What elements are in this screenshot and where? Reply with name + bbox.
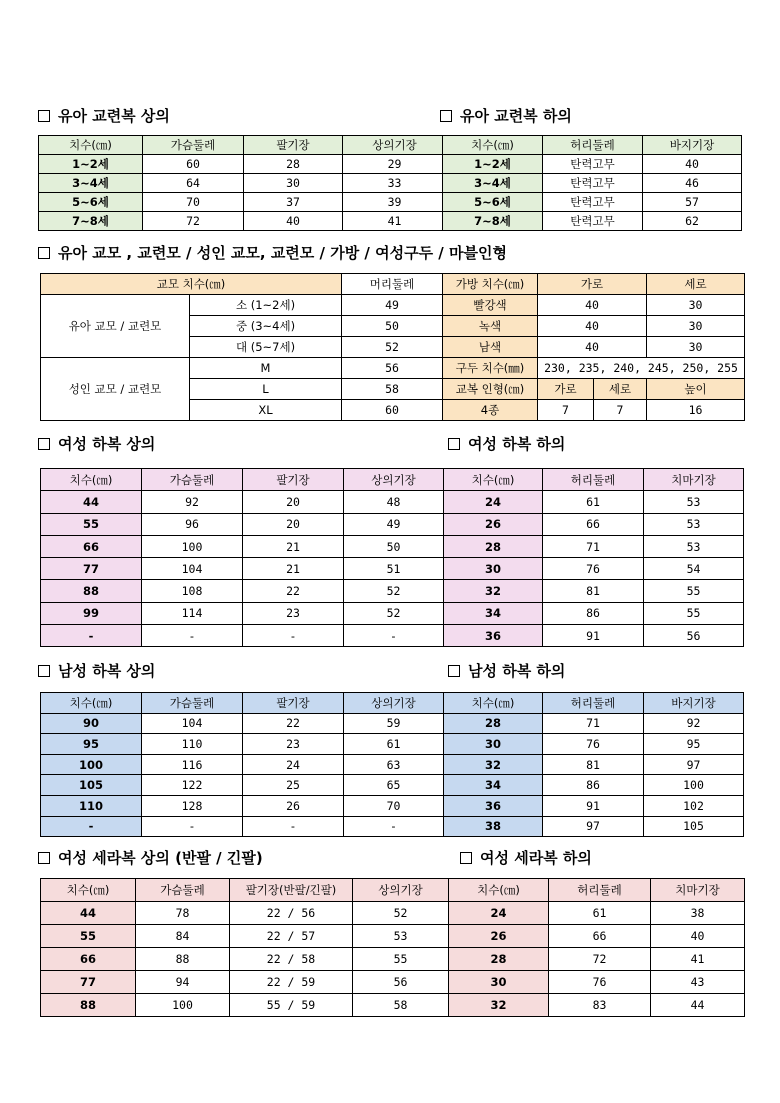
bag-color: 녹색 [443, 316, 538, 337]
value-cell: 97 [543, 816, 644, 837]
table-row [444, 795, 744, 816]
value-cell: 52 [353, 902, 449, 925]
table-row [41, 948, 449, 971]
size-cell: 28 [444, 535, 543, 557]
table-row [39, 193, 447, 212]
column-header: 허리둘레 [543, 693, 644, 714]
bag-width: 40 [538, 316, 647, 337]
table-row [41, 513, 444, 535]
adult-hat-head: 56 [342, 358, 443, 379]
table-row [41, 625, 444, 647]
column-header: 치수(㎝) [443, 136, 543, 155]
value-cell: 128 [142, 795, 243, 816]
value-cell: 53 [644, 491, 744, 513]
value-cell: 114 [142, 602, 243, 624]
bag-width: 40 [538, 295, 647, 316]
value-cell: 65 [344, 775, 444, 796]
value-cell: - [142, 816, 243, 837]
value-cell: 20 [243, 513, 344, 535]
value-cell: 52 [344, 580, 444, 602]
size-cell: - [41, 625, 142, 647]
sailor-bottom-title: 여성 세라복 하의 [460, 848, 592, 868]
value-cell: 56 [644, 625, 744, 647]
value-cell: 탄력고무 [543, 155, 643, 174]
table-row [444, 513, 744, 535]
column-header: 상의기장 [344, 693, 444, 714]
column-header: 바지기장 [644, 693, 744, 714]
value-cell: 38 [651, 902, 745, 925]
value-cell: 86 [543, 775, 644, 796]
size-cell: 55 [41, 925, 136, 948]
table-row [41, 795, 444, 816]
table-row [443, 155, 742, 174]
value-cell: - [142, 625, 243, 647]
value-cell: 41 [343, 212, 447, 231]
size-cell: 95 [41, 734, 142, 755]
men-bottom-table [443, 692, 744, 837]
value-cell: 61 [344, 734, 444, 755]
column-header: 치수(㎝) [444, 469, 543, 491]
value-cell: - [344, 625, 444, 647]
value-cell: 81 [543, 754, 644, 775]
value-cell: 70 [344, 795, 444, 816]
column-header: 허리둘레 [543, 136, 643, 155]
adult-hat-size: XL [190, 400, 342, 421]
size-cell: 44 [41, 491, 142, 513]
adult-hat-head: 58 [342, 379, 443, 400]
header-row [41, 469, 444, 491]
size-cell: 32 [444, 754, 543, 775]
checkbox-icon [38, 852, 50, 864]
size-cell: 90 [41, 713, 142, 734]
adult-hat-group: 성인 교모 / 교련모 [41, 358, 190, 421]
sailor-top-title: 여성 세라복 상의 (반팔 / 긴팔) [38, 848, 263, 868]
column-header: 허리둘레 [543, 469, 644, 491]
value-cell: 95 [644, 734, 744, 755]
checkbox-icon [448, 438, 460, 450]
size-cell: 99 [41, 602, 142, 624]
value-cell: 64 [143, 174, 244, 193]
size-cell: 77 [41, 971, 136, 994]
value-cell: 59 [344, 713, 444, 734]
value-cell: 86 [543, 602, 644, 624]
column-header: 바지기장 [643, 136, 742, 155]
bag-color: 남색 [443, 337, 538, 358]
value-cell: 71 [543, 713, 644, 734]
value-cell: 81 [543, 580, 644, 602]
checkbox-icon [38, 110, 50, 122]
bag-height: 30 [647, 337, 745, 358]
hat-size-header: 교모 치수(㎝) [41, 274, 342, 295]
size-cell: 7~8세 [443, 212, 543, 231]
size-cell: 100 [41, 754, 142, 775]
value-cell: 37 [244, 193, 343, 212]
value-cell: 92 [644, 713, 744, 734]
shoe-size-header: 구두 치수(㎜) [443, 358, 538, 379]
column-header: 상의기장 [343, 136, 447, 155]
column-header: 상의기장 [344, 469, 444, 491]
bag-height: 30 [647, 316, 745, 337]
doll-depth: 7 [594, 400, 647, 421]
value-cell: 22 / 59 [230, 971, 353, 994]
column-header: 치수(㎝) [41, 469, 142, 491]
column-header: 치마기장 [651, 879, 745, 902]
value-cell: 61 [549, 902, 651, 925]
table-row [444, 625, 744, 647]
header-row [41, 879, 449, 902]
value-cell: 110 [142, 734, 243, 755]
column-header: 치마기장 [644, 469, 744, 491]
value-cell: 72 [143, 212, 244, 231]
doll-depth-header: 세로 [594, 379, 647, 400]
value-cell: 108 [142, 580, 243, 602]
women-top-table [40, 468, 444, 647]
table-row [443, 193, 742, 212]
checkbox-icon [38, 247, 50, 259]
column-header: 가슴둘레 [136, 879, 230, 902]
men-top-table [40, 692, 444, 837]
value-cell: 21 [243, 535, 344, 557]
adult-hat-head: 60 [342, 400, 443, 421]
column-header: 팔기장 [243, 693, 344, 714]
value-cell: 96 [142, 513, 243, 535]
doll-height-header: 높이 [647, 379, 745, 400]
table-row [449, 948, 745, 971]
value-cell: 40 [244, 212, 343, 231]
column-header: 가슴둘레 [142, 693, 243, 714]
table-row [41, 971, 449, 994]
size-cell: 38 [444, 816, 543, 837]
shoe-sizes: 230, 235, 240, 245, 250, 255 [538, 358, 745, 379]
value-cell: 58 [353, 994, 449, 1017]
value-cell: 54 [644, 558, 744, 580]
table-row [443, 174, 742, 193]
value-cell: 83 [549, 994, 651, 1017]
value-cell: 29 [343, 155, 447, 174]
value-cell: 76 [549, 971, 651, 994]
value-cell: 22 [243, 713, 344, 734]
value-cell: 23 [243, 734, 344, 755]
value-cell: 41 [651, 948, 745, 971]
size-cell: 30 [449, 971, 549, 994]
bag-height: 30 [647, 295, 745, 316]
value-cell: 71 [543, 535, 644, 557]
table-row [39, 174, 447, 193]
checkbox-icon [448, 665, 460, 677]
value-cell: 61 [543, 491, 644, 513]
value-cell: 66 [543, 513, 644, 535]
size-cell: 105 [41, 775, 142, 796]
women-top-title: 여성 하복 상의 [38, 434, 155, 454]
value-cell: 33 [343, 174, 447, 193]
table-row [41, 754, 444, 775]
column-header: 치수(㎝) [39, 136, 143, 155]
table-row [444, 535, 744, 557]
value-cell: 40 [651, 925, 745, 948]
kid-hat-head: 49 [342, 295, 443, 316]
size-cell: 55 [41, 513, 142, 535]
size-cell: 88 [41, 580, 142, 602]
value-cell: 72 [549, 948, 651, 971]
header-row [39, 136, 447, 155]
size-cell: 30 [444, 558, 543, 580]
value-cell: 116 [142, 754, 243, 775]
bag-size-header: 가방 치수(㎝) [443, 274, 538, 295]
table-row [449, 925, 745, 948]
value-cell: 55 [644, 602, 744, 624]
table-row [41, 994, 449, 1017]
value-cell: 28 [244, 155, 343, 174]
column-header: 치수(㎝) [444, 693, 543, 714]
value-cell: 76 [543, 558, 644, 580]
header-row [449, 879, 745, 902]
value-cell: 탄력고무 [543, 193, 643, 212]
column-header: 가슴둘레 [143, 136, 244, 155]
size-cell: 66 [41, 535, 142, 557]
size-cell: 44 [41, 902, 136, 925]
value-cell: 62 [643, 212, 742, 231]
column-header: 치수(㎝) [41, 693, 142, 714]
table-row [444, 491, 744, 513]
value-cell: 55 [644, 580, 744, 602]
value-cell: 21 [243, 558, 344, 580]
column-header: 상의기장 [353, 879, 449, 902]
table-row [444, 734, 744, 755]
value-cell: 66 [549, 925, 651, 948]
size-cell: 30 [444, 734, 543, 755]
size-cell: 110 [41, 795, 142, 816]
table-row [41, 902, 449, 925]
kid-hat-head: 50 [342, 316, 443, 337]
size-cell: 66 [41, 948, 136, 971]
value-cell: 53 [644, 535, 744, 557]
sailor-bottom-table [448, 878, 745, 1017]
size-cell: 7~8세 [39, 212, 143, 231]
doll-width-header: 가로 [538, 379, 594, 400]
value-cell: 25 [243, 775, 344, 796]
kid-hat-head: 52 [342, 337, 443, 358]
table-row [444, 713, 744, 734]
table-row [41, 775, 444, 796]
table-row [449, 994, 745, 1017]
value-cell: 60 [143, 155, 244, 174]
size-cell: 1~2세 [443, 155, 543, 174]
value-cell: 63 [344, 754, 444, 775]
value-cell: 51 [344, 558, 444, 580]
table-row [444, 775, 744, 796]
head-circ-header: 머리둘레 [342, 274, 443, 295]
kids-bottom-title: 유아 교련복 하의 [440, 106, 572, 126]
value-cell: 48 [344, 491, 444, 513]
size-cell: 28 [449, 948, 549, 971]
table-row [444, 602, 744, 624]
column-header: 팔기장 [243, 469, 344, 491]
table-row [39, 155, 447, 174]
value-cell: 53 [353, 925, 449, 948]
value-cell: 39 [343, 193, 447, 212]
column-header: 팔기장 [244, 136, 343, 155]
doll-height: 16 [647, 400, 745, 421]
kid-hat-size: 소 (1~2세) [190, 295, 342, 316]
size-cell: 34 [444, 602, 543, 624]
table-row [444, 754, 744, 775]
size-cell: 26 [449, 925, 549, 948]
value-cell: 26 [243, 795, 344, 816]
bag-height-header: 세로 [647, 274, 745, 295]
value-cell: 23 [243, 602, 344, 624]
value-cell: 91 [543, 625, 644, 647]
kid-hat-size: 중 (3~4세) [190, 316, 342, 337]
value-cell: 122 [142, 775, 243, 796]
value-cell: 49 [344, 513, 444, 535]
table-row [41, 602, 444, 624]
column-header: 치수(㎝) [449, 879, 549, 902]
table-row [41, 713, 444, 734]
table-row [444, 558, 744, 580]
doll-size-header: 교복 인형(㎝) [443, 379, 538, 400]
value-cell: 91 [543, 795, 644, 816]
kid-hat-group: 유아 교모 / 교련모 [41, 295, 190, 358]
value-cell: 30 [244, 174, 343, 193]
bag-width-header: 가로 [538, 274, 647, 295]
size-cell: 36 [444, 795, 543, 816]
value-cell: 78 [136, 902, 230, 925]
size-cell: 24 [444, 491, 543, 513]
men-bottom-title: 남성 하복 하의 [448, 661, 565, 681]
value-cell: - [243, 625, 344, 647]
value-cell: - [344, 816, 444, 837]
header-row [41, 693, 444, 714]
bag-color: 빨강색 [443, 295, 538, 316]
value-cell: 20 [243, 491, 344, 513]
table-row [41, 491, 444, 513]
value-cell: 24 [243, 754, 344, 775]
value-cell: 57 [643, 193, 742, 212]
table-row [41, 734, 444, 755]
value-cell: 70 [143, 193, 244, 212]
checkbox-icon [38, 438, 50, 450]
value-cell: 55 / 59 [230, 994, 353, 1017]
table-row [41, 535, 444, 557]
table-row [39, 212, 447, 231]
value-cell: 100 [142, 535, 243, 557]
value-cell: 88 [136, 948, 230, 971]
value-cell: 104 [142, 713, 243, 734]
doll-width: 7 [538, 400, 594, 421]
column-header: 허리둘레 [549, 879, 651, 902]
value-cell: 105 [644, 816, 744, 837]
value-cell: 22 / 58 [230, 948, 353, 971]
adult-hat-size: L [190, 379, 342, 400]
size-cell: 34 [444, 775, 543, 796]
value-cell: 탄력고무 [543, 212, 643, 231]
size-cell: 1~2세 [39, 155, 143, 174]
value-cell: 탄력고무 [543, 174, 643, 193]
size-cell: 32 [444, 580, 543, 602]
value-cell: 102 [644, 795, 744, 816]
value-cell: 56 [353, 971, 449, 994]
sailor-top-table [40, 878, 449, 1017]
size-cell: 5~6세 [443, 193, 543, 212]
value-cell: 92 [142, 491, 243, 513]
value-cell: 44 [651, 994, 745, 1017]
value-cell: 40 [643, 155, 742, 174]
table-row [41, 816, 444, 837]
value-cell: 22 / 56 [230, 902, 353, 925]
size-cell: 3~4세 [443, 174, 543, 193]
women-bottom-title: 여성 하복 하의 [448, 434, 565, 454]
value-cell: 46 [643, 174, 742, 193]
header-row [444, 469, 744, 491]
value-cell: 76 [543, 734, 644, 755]
size-cell: 5~6세 [39, 193, 143, 212]
kids-top-title: 유아 교련복 상의 [38, 106, 170, 126]
value-cell: - [243, 816, 344, 837]
doll-count: 4종 [443, 400, 538, 421]
value-cell: 43 [651, 971, 745, 994]
value-cell: 22 [243, 580, 344, 602]
table-row [444, 580, 744, 602]
bag-width: 40 [538, 337, 647, 358]
value-cell: 55 [353, 948, 449, 971]
size-cell: 88 [41, 994, 136, 1017]
size-cell: 3~4세 [39, 174, 143, 193]
value-cell: 94 [136, 971, 230, 994]
table-row [444, 816, 744, 837]
kid-hat-size: 대 (5~7세) [190, 337, 342, 358]
header-row [444, 693, 744, 714]
women-bottom-table [443, 468, 744, 647]
checkbox-icon [440, 110, 452, 122]
value-cell: 97 [644, 754, 744, 775]
checkbox-icon [460, 852, 472, 864]
value-cell: 22 / 57 [230, 925, 353, 948]
size-cell: 36 [444, 625, 543, 647]
hats-table [40, 273, 745, 421]
size-cell: 77 [41, 558, 142, 580]
value-cell: 100 [136, 994, 230, 1017]
kids-top-table [38, 135, 447, 231]
size-cell: 32 [449, 994, 549, 1017]
size-cell: 28 [444, 713, 543, 734]
men-top-title: 남성 하복 상의 [38, 661, 155, 681]
column-header: 팔기장(반팔/긴팔) [230, 879, 353, 902]
value-cell: 53 [644, 513, 744, 535]
kids-bottom-table [442, 135, 742, 231]
checkbox-icon [38, 665, 50, 677]
hats-title: 유아 교모 , 교련모 / 성인 교모, 교련모 / 가방 / 여성구두 / 마블인형 [38, 243, 507, 263]
column-header: 치수(㎝) [41, 879, 136, 902]
table-row [443, 212, 742, 231]
size-cell: 24 [449, 902, 549, 925]
table-row [41, 925, 449, 948]
value-cell: 100 [644, 775, 744, 796]
adult-hat-size: M [190, 358, 342, 379]
value-cell: 50 [344, 535, 444, 557]
size-cell: 26 [444, 513, 543, 535]
table-row [449, 902, 745, 925]
header-row [443, 136, 742, 155]
table-row [41, 580, 444, 602]
table-row [449, 971, 745, 994]
table-row [41, 558, 444, 580]
column-header: 가슴둘레 [142, 469, 243, 491]
value-cell: 104 [142, 558, 243, 580]
value-cell: 52 [344, 602, 444, 624]
value-cell: 84 [136, 925, 230, 948]
size-cell: - [41, 816, 142, 837]
